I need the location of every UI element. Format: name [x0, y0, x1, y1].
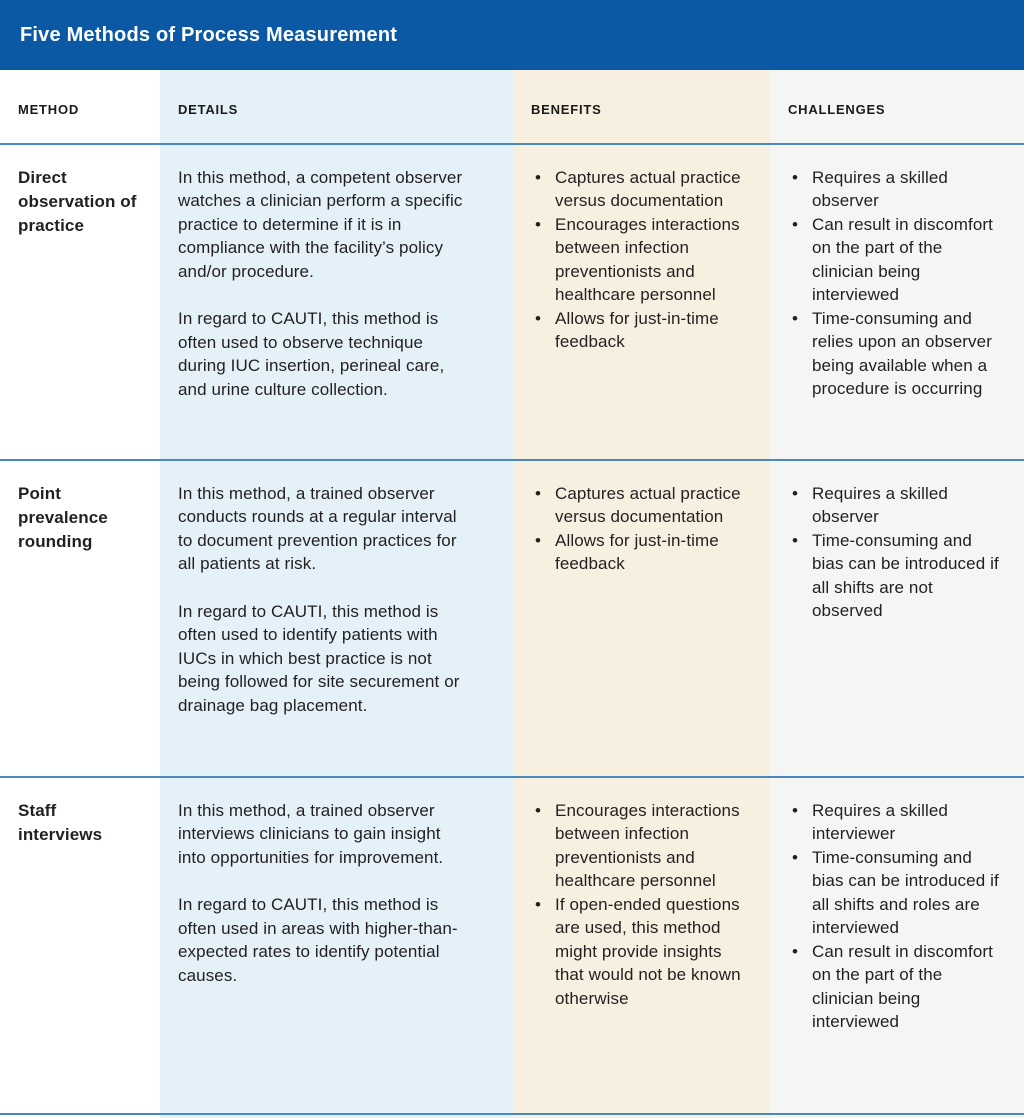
method-cell: [0, 145, 160, 459]
column-header-challenges: CHALLENGES: [770, 70, 1024, 143]
challenges-list: [788, 799, 1010, 1034]
details-cell: [160, 461, 513, 776]
challenges-item: • Time-consuming and bias can be introduced if all shifts are not observed: [792, 529, 1004, 623]
table-title: Five Methods of Process Measurement: [20, 23, 398, 46]
benefits-item: • Encourages interactions between infection preventionists and healthcare personnel: [535, 799, 747, 893]
details-paragraph: In this method, a trained observer conducts rounds at a regular interval to document prevention practices for all patients at risk.: [178, 484, 457, 574]
details-paragraph: In this method, a trained observer interviews clinicians to gain insight into opportunities for improvement.: [178, 801, 444, 867]
method-name: Direct observation of practice: [18, 168, 137, 235]
column-header-row: [0, 70, 1024, 143]
method-cell: [0, 778, 160, 1113]
table-body: [0, 143, 1024, 1113]
next-row-sliver: [0, 1113, 1024, 1118]
challenges-list: [788, 482, 1010, 623]
benefits-cell: [513, 778, 770, 1113]
details-paragraph: In regard to CAUTI, this method is often used to observe technique during IUC insertion, perineal care, and urine culture collection.: [178, 309, 445, 399]
benefits-list: [531, 166, 756, 354]
details-cell: [160, 145, 513, 459]
benefits-item: • Captures actual practice versus documentation: [535, 166, 747, 213]
table-row: [0, 776, 1024, 1113]
benefits-item: • Captures actual practice versus documentation: [535, 482, 747, 529]
method-name: Staff interviews: [18, 801, 103, 844]
challenges-cell: [770, 461, 1024, 776]
challenges-item: • Time-consuming and bias can be introduced if all shifts and roles are interviewed: [792, 846, 1004, 940]
challenges-cell: [770, 145, 1024, 459]
challenges-list: [788, 166, 1010, 401]
benefits-item: • Encourages interactions between infection preventionists and healthcare personnel: [535, 213, 747, 307]
table-row: [0, 143, 1024, 459]
method-cell: [0, 461, 160, 776]
benefits-item: • Allows for just-in-time feedback: [535, 529, 747, 576]
benefits-cell: [513, 461, 770, 776]
column-header-details: DETAILS: [160, 70, 513, 143]
challenges-item: • Requires a skilled interviewer: [792, 799, 1004, 846]
method-name: Point prevalence rounding: [18, 484, 108, 551]
details-paragraph: In regard to CAUTI, this method is often used in areas with higher-than-expected rates to identify potential causes.: [178, 895, 458, 985]
benefits-item: • If open-ended questions are used, this method might provide insights that would not be known otherwise: [535, 893, 747, 1010]
column-header-benefits: BENEFITS: [513, 70, 770, 143]
challenges-cell: [770, 778, 1024, 1113]
column-header-method: METHOD: [0, 70, 160, 143]
benefits-item: • Allows for just-in-time feedback: [535, 307, 747, 354]
challenges-item: • Can result in discomfort on the part of the clinician being interviewed: [792, 213, 1004, 307]
table-title-bar: [0, 0, 1024, 70]
details-paragraph: In regard to CAUTI, this method is often used to identify patients with IUCs in which best practice is not being followed for site securement or drainage bag placement.: [178, 601, 460, 715]
table-row: [0, 459, 1024, 776]
details-paragraph: In this method, a competent observer watches a clinician perform a specific practice to determine if it is in compliance with the facility’s policy and/or procedure.: [178, 168, 463, 281]
challenges-item: • Can result in discomfort on the part of the clinician being interviewed: [792, 940, 1004, 1034]
challenges-item: • Requires a skilled observer: [792, 482, 1004, 529]
benefits-list: [531, 482, 756, 576]
challenges-item: • Requires a skilled observer: [792, 166, 1004, 213]
challenges-item: • Time-consuming and relies upon an observer being available when a procedure is occurring: [792, 307, 1004, 401]
benefits-cell: [513, 145, 770, 459]
benefits-list: [531, 799, 756, 1010]
details-cell: [160, 778, 513, 1113]
